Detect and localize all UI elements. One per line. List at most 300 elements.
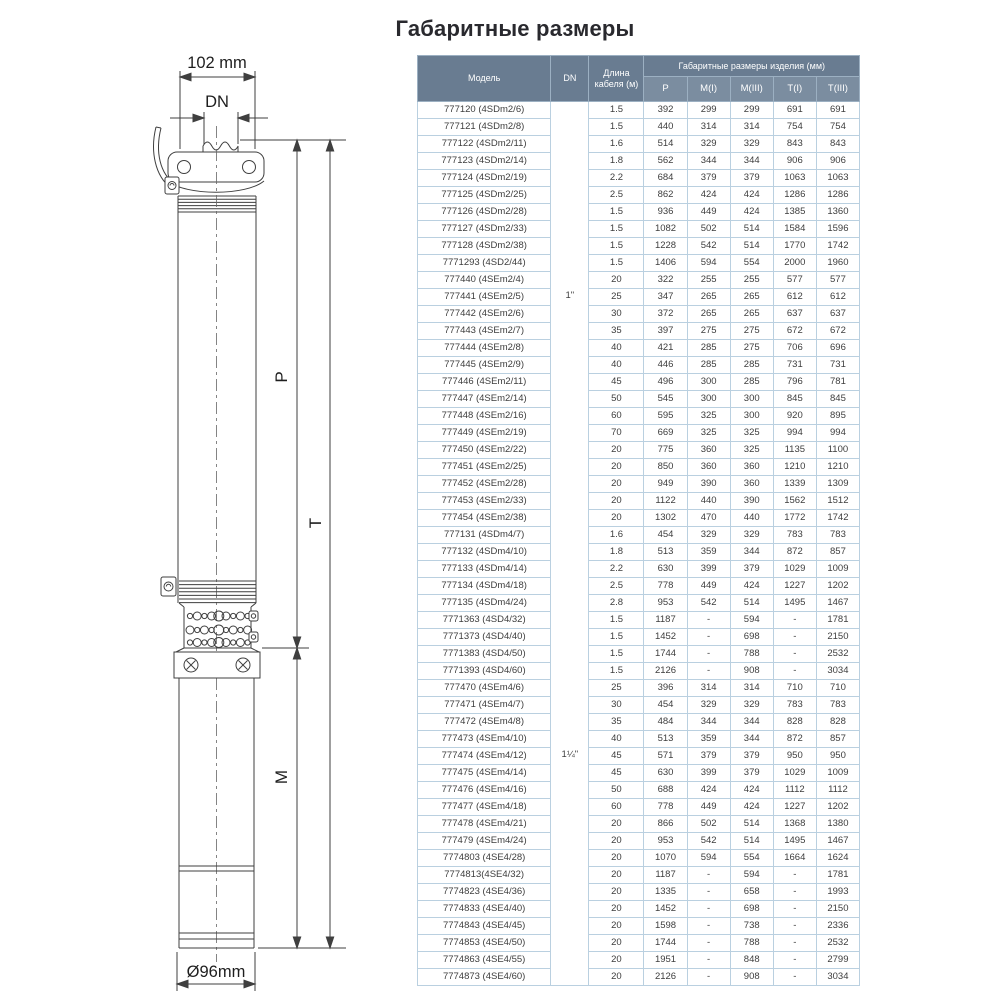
dim-m3-cell: 314 bbox=[730, 680, 773, 697]
dim-p-cell: 630 bbox=[644, 561, 687, 578]
dim-m3-cell: 658 bbox=[730, 884, 773, 901]
dim-m3-cell: 848 bbox=[730, 952, 773, 969]
dim-m3-cell: 440 bbox=[730, 510, 773, 527]
dim-m3-cell: 514 bbox=[730, 595, 773, 612]
dim-m1-cell: 314 bbox=[687, 119, 730, 136]
dim-p-cell: 1335 bbox=[644, 884, 687, 901]
dim-p-cell: 866 bbox=[644, 816, 687, 833]
dim-m3-cell: 390 bbox=[730, 493, 773, 510]
model-cell: 777125 (4SDm2/25) bbox=[418, 187, 551, 204]
model-cell: 777454 (4SEm2/38) bbox=[418, 510, 551, 527]
dim-m3-cell: 344 bbox=[730, 714, 773, 731]
table-row bbox=[418, 323, 860, 340]
dim-p-cell: 953 bbox=[644, 833, 687, 850]
dim-p-cell: 562 bbox=[644, 153, 687, 170]
dim-t1-cell: 994 bbox=[773, 425, 816, 442]
table-row bbox=[418, 119, 860, 136]
dim-m1-cell: - bbox=[687, 935, 730, 952]
dim-m1-cell: 329 bbox=[687, 527, 730, 544]
dim-t3-cell: 710 bbox=[816, 680, 859, 697]
cable-length-cell: 20 bbox=[589, 935, 644, 952]
cable-length-cell: 20 bbox=[589, 476, 644, 493]
cable-length-cell: 1.5 bbox=[589, 102, 644, 119]
table-row bbox=[418, 833, 860, 850]
pump-dimension-drawing bbox=[0, 0, 420, 1000]
header-col-t3: T(III) bbox=[816, 77, 859, 102]
dim-t1-cell: 950 bbox=[773, 748, 816, 765]
dim-m3-cell: 908 bbox=[730, 969, 773, 986]
cable-length-cell: 35 bbox=[589, 714, 644, 731]
table-row bbox=[418, 306, 860, 323]
dim-t1-cell: 906 bbox=[773, 153, 816, 170]
cable-length-cell: 35 bbox=[589, 323, 644, 340]
dim-t3-cell: 2150 bbox=[816, 629, 859, 646]
model-cell: 777445 (4SEm2/9) bbox=[418, 357, 551, 374]
model-cell: 777478 (4SEm4/21) bbox=[418, 816, 551, 833]
table-row bbox=[418, 663, 860, 680]
dim-m1-cell: 325 bbox=[687, 425, 730, 442]
model-cell: 777441 (4SEm2/5) bbox=[418, 289, 551, 306]
table-row bbox=[418, 459, 860, 476]
table-row bbox=[418, 187, 860, 204]
model-cell: 777470 (4SEm4/6) bbox=[418, 680, 551, 697]
cable-length-cell: 25 bbox=[589, 680, 644, 697]
dim-t3-cell: 895 bbox=[816, 408, 859, 425]
dim-m3-cell: 788 bbox=[730, 935, 773, 952]
table-row bbox=[418, 595, 860, 612]
dim-m1-cell: - bbox=[687, 646, 730, 663]
dim-m1-cell: - bbox=[687, 629, 730, 646]
dim-m3-cell: 275 bbox=[730, 323, 773, 340]
table-row bbox=[418, 867, 860, 884]
dim-p-cell: 440 bbox=[644, 119, 687, 136]
cable-length-cell: 40 bbox=[589, 340, 644, 357]
dim-t3-cell: 1467 bbox=[816, 833, 859, 850]
dim-t1-cell: 1770 bbox=[773, 238, 816, 255]
model-cell: 777134 (4SDm4/18) bbox=[418, 578, 551, 595]
dim-t1-cell: 731 bbox=[773, 357, 816, 374]
table-row bbox=[418, 612, 860, 629]
cable-length-cell: 1.5 bbox=[589, 204, 644, 221]
dim-p-cell: 2126 bbox=[644, 969, 687, 986]
dim-m1-cell: 502 bbox=[687, 221, 730, 238]
dim-t1-cell: 843 bbox=[773, 136, 816, 153]
table-row bbox=[418, 629, 860, 646]
dim-m3-cell: 514 bbox=[730, 238, 773, 255]
table-row bbox=[418, 901, 860, 918]
cable-length-cell: 20 bbox=[589, 442, 644, 459]
model-cell: 777124 (4SDm2/19) bbox=[418, 170, 551, 187]
cable-length-cell: 2.2 bbox=[589, 561, 644, 578]
dim-m1-cell: 325 bbox=[687, 408, 730, 425]
dim-t3-cell: 843 bbox=[816, 136, 859, 153]
dim-t1-cell: 1029 bbox=[773, 561, 816, 578]
table-row bbox=[418, 476, 860, 493]
dim-p-cell: 514 bbox=[644, 136, 687, 153]
model-cell: 777440 (4SEm2/4) bbox=[418, 272, 551, 289]
table-row bbox=[418, 935, 860, 952]
dim-t3-cell: 1624 bbox=[816, 850, 859, 867]
dim-t1-cell: 783 bbox=[773, 697, 816, 714]
model-cell: 7771363 (4SD4/32) bbox=[418, 612, 551, 629]
dim-t1-cell: 872 bbox=[773, 731, 816, 748]
dim-p-cell: 1187 bbox=[644, 612, 687, 629]
dim-m1-cell: 275 bbox=[687, 323, 730, 340]
dim-p-cell: 454 bbox=[644, 697, 687, 714]
dim-p-cell: 1744 bbox=[644, 935, 687, 952]
dim-m1-cell: 329 bbox=[687, 136, 730, 153]
dim-m1-cell: 399 bbox=[687, 765, 730, 782]
page-title: Габаритные размеры bbox=[395, 16, 635, 41]
dim-t1-cell: 1772 bbox=[773, 510, 816, 527]
header-dn: DN bbox=[551, 56, 589, 102]
table-row bbox=[418, 102, 860, 119]
dim-p-cell: 397 bbox=[644, 323, 687, 340]
dim-m3-cell: 285 bbox=[730, 374, 773, 391]
dn-value-1inch: 1" bbox=[565, 290, 575, 301]
table-row bbox=[418, 255, 860, 272]
dim-m3-cell: 379 bbox=[730, 748, 773, 765]
dim-t3-cell: 781 bbox=[816, 374, 859, 391]
model-cell: 777471 (4SEm4/7) bbox=[418, 697, 551, 714]
cable-length-cell: 20 bbox=[589, 952, 644, 969]
table-row bbox=[418, 748, 860, 765]
dim-t1-cell: 1664 bbox=[773, 850, 816, 867]
model-cell: 7771383 (4SD4/50) bbox=[418, 646, 551, 663]
dim-t1-cell: 828 bbox=[773, 714, 816, 731]
dim-m1-cell: 542 bbox=[687, 833, 730, 850]
dim-p-cell: 1406 bbox=[644, 255, 687, 272]
dim-t1-cell: 577 bbox=[773, 272, 816, 289]
dim-t1-cell: - bbox=[773, 918, 816, 935]
dim-m3-cell: 554 bbox=[730, 255, 773, 272]
dimension-m-label: M bbox=[272, 769, 291, 785]
dim-m3-cell: 424 bbox=[730, 187, 773, 204]
dim-p-cell: 347 bbox=[644, 289, 687, 306]
model-cell: 777473 (4SEm4/10) bbox=[418, 731, 551, 748]
dim-t3-cell: 1993 bbox=[816, 884, 859, 901]
table-row bbox=[418, 680, 860, 697]
dim-m1-cell: 329 bbox=[687, 697, 730, 714]
dim-t1-cell: - bbox=[773, 952, 816, 969]
dim-t1-cell: 672 bbox=[773, 323, 816, 340]
dim-t1-cell: - bbox=[773, 901, 816, 918]
table-row bbox=[418, 238, 860, 255]
dim-t3-cell: 1309 bbox=[816, 476, 859, 493]
dim-t3-cell: 577 bbox=[816, 272, 859, 289]
dim-t1-cell: - bbox=[773, 935, 816, 952]
dim-t3-cell: 1202 bbox=[816, 578, 859, 595]
dim-t1-cell: 691 bbox=[773, 102, 816, 119]
dim-p-cell: 322 bbox=[644, 272, 687, 289]
table-row bbox=[418, 221, 860, 238]
dim-p-cell: 2126 bbox=[644, 663, 687, 680]
table-row bbox=[418, 527, 860, 544]
dn-value-1quarter-inch: 1¼" bbox=[561, 749, 579, 760]
dim-m3-cell: 344 bbox=[730, 153, 773, 170]
dim-t1-cell: 920 bbox=[773, 408, 816, 425]
model-cell: 777451 (4SEm2/25) bbox=[418, 459, 551, 476]
dim-m1-cell: 359 bbox=[687, 544, 730, 561]
cable-length-cell: 2.2 bbox=[589, 170, 644, 187]
dim-p-cell: 595 bbox=[644, 408, 687, 425]
dim-m3-cell: 329 bbox=[730, 697, 773, 714]
model-cell: 7771373 (4SD4/40) bbox=[418, 629, 551, 646]
dim-m3-cell: 300 bbox=[730, 408, 773, 425]
model-cell: 7774823 (4SE4/36) bbox=[418, 884, 551, 901]
dimensions-table-wrapper bbox=[417, 55, 860, 986]
table-row bbox=[418, 153, 860, 170]
cable-length-cell: 45 bbox=[589, 748, 644, 765]
dim-p-cell: 1452 bbox=[644, 901, 687, 918]
cable-length-cell: 1.5 bbox=[589, 629, 644, 646]
dim-m3-cell: 594 bbox=[730, 612, 773, 629]
dim-t3-cell: 2150 bbox=[816, 901, 859, 918]
model-cell: 777128 (4SDm2/38) bbox=[418, 238, 551, 255]
dim-t1-cell: - bbox=[773, 629, 816, 646]
dim-m1-cell: 542 bbox=[687, 595, 730, 612]
model-cell: 777133 (4SDm4/14) bbox=[418, 561, 551, 578]
dim-p-cell: 1302 bbox=[644, 510, 687, 527]
dim-t3-cell: 3034 bbox=[816, 663, 859, 680]
dimension-p-label: P bbox=[272, 371, 291, 383]
table-row bbox=[418, 204, 860, 221]
dim-t3-cell: 612 bbox=[816, 289, 859, 306]
dim-t3-cell: 2532 bbox=[816, 935, 859, 952]
model-cell: 777450 (4SEm2/22) bbox=[418, 442, 551, 459]
dim-m3-cell: 908 bbox=[730, 663, 773, 680]
dim-t3-cell: 845 bbox=[816, 391, 859, 408]
dim-p-cell: 372 bbox=[644, 306, 687, 323]
dim-m3-cell: 514 bbox=[730, 816, 773, 833]
model-cell: 777453 (4SEm2/33) bbox=[418, 493, 551, 510]
dim-p-cell: 446 bbox=[644, 357, 687, 374]
dim-m3-cell: 514 bbox=[730, 221, 773, 238]
dim-m1-cell: 299 bbox=[687, 102, 730, 119]
cable-length-cell: 70 bbox=[589, 425, 644, 442]
dim-t1-cell: 1210 bbox=[773, 459, 816, 476]
table-row bbox=[418, 170, 860, 187]
dim-t1-cell: 1029 bbox=[773, 765, 816, 782]
dim-m1-cell: 314 bbox=[687, 680, 730, 697]
dim-m1-cell: 502 bbox=[687, 816, 730, 833]
model-cell: 777452 (4SEm2/28) bbox=[418, 476, 551, 493]
cable-length-cell: 1.5 bbox=[589, 221, 644, 238]
model-cell: 777479 (4SEm4/24) bbox=[418, 833, 551, 850]
dim-t1-cell: 783 bbox=[773, 527, 816, 544]
cable-length-cell: 2.8 bbox=[589, 595, 644, 612]
cable-length-cell: 40 bbox=[589, 357, 644, 374]
table-row bbox=[418, 357, 860, 374]
cable-length-cell: 60 bbox=[589, 799, 644, 816]
dim-m3-cell: 514 bbox=[730, 833, 773, 850]
dim-t1-cell: 1286 bbox=[773, 187, 816, 204]
model-cell: 7771393 (4SD4/60) bbox=[418, 663, 551, 680]
cable-length-cell: 20 bbox=[589, 833, 644, 850]
model-cell: 777447 (4SEm2/14) bbox=[418, 391, 551, 408]
dim-p-cell: 630 bbox=[644, 765, 687, 782]
cable-length-cell: 1.6 bbox=[589, 527, 644, 544]
dim-p-cell: 1744 bbox=[644, 646, 687, 663]
dim-p-cell: 396 bbox=[644, 680, 687, 697]
dim-p-cell: 421 bbox=[644, 340, 687, 357]
cable-length-cell: 1.5 bbox=[589, 612, 644, 629]
dim-t1-cell: 1562 bbox=[773, 493, 816, 510]
cable-length-cell: 1.5 bbox=[589, 255, 644, 272]
dim-m1-cell: 424 bbox=[687, 782, 730, 799]
table-row bbox=[418, 425, 860, 442]
dim-p-cell: 496 bbox=[644, 374, 687, 391]
dim-p-cell: 936 bbox=[644, 204, 687, 221]
cable-length-cell: 50 bbox=[589, 391, 644, 408]
table-row bbox=[418, 374, 860, 391]
dim-p-cell: 1951 bbox=[644, 952, 687, 969]
dim-t3-cell: 731 bbox=[816, 357, 859, 374]
dim-t3-cell: 3034 bbox=[816, 969, 859, 986]
dim-t3-cell: 672 bbox=[816, 323, 859, 340]
cable-length-cell: 60 bbox=[589, 408, 644, 425]
dim-m1-cell: 399 bbox=[687, 561, 730, 578]
header-model: Модель bbox=[418, 56, 551, 102]
cable-length-cell: 25 bbox=[589, 289, 644, 306]
dim-p-cell: 669 bbox=[644, 425, 687, 442]
dim-m3-cell: 424 bbox=[730, 799, 773, 816]
dim-t3-cell: 857 bbox=[816, 544, 859, 561]
table-row bbox=[418, 136, 860, 153]
dim-p-cell: 862 bbox=[644, 187, 687, 204]
cable-length-cell: 20 bbox=[589, 816, 644, 833]
dim-t3-cell: 783 bbox=[816, 697, 859, 714]
dim-m3-cell: 285 bbox=[730, 357, 773, 374]
dim-m1-cell: 424 bbox=[687, 187, 730, 204]
dim-t3-cell: 828 bbox=[816, 714, 859, 731]
dim-t3-cell: 2336 bbox=[816, 918, 859, 935]
dim-m1-cell: 285 bbox=[687, 340, 730, 357]
dim-m3-cell: 325 bbox=[730, 442, 773, 459]
dim-m3-cell: 299 bbox=[730, 102, 773, 119]
cable-length-cell: 20 bbox=[589, 867, 644, 884]
dim-t1-cell: 1385 bbox=[773, 204, 816, 221]
cable-length-cell: 20 bbox=[589, 272, 644, 289]
table-row bbox=[418, 884, 860, 901]
model-cell: 777120 (4SDm2/6) bbox=[418, 102, 551, 119]
dim-t3-cell: 994 bbox=[816, 425, 859, 442]
dim-m3-cell: 594 bbox=[730, 867, 773, 884]
cable-length-cell: 20 bbox=[589, 850, 644, 867]
header-dims-group: Габаритные размеры изделия (мм) bbox=[644, 56, 860, 77]
model-cell: 7774843 (4SE4/45) bbox=[418, 918, 551, 935]
table-row bbox=[418, 714, 860, 731]
dim-t3-cell: 754 bbox=[816, 119, 859, 136]
dim-t3-cell: 1742 bbox=[816, 238, 859, 255]
dim-m3-cell: 300 bbox=[730, 391, 773, 408]
dim-t3-cell: 1960 bbox=[816, 255, 859, 272]
dim-p-cell: 484 bbox=[644, 714, 687, 731]
table-row bbox=[418, 969, 860, 986]
dim-m1-cell: - bbox=[687, 884, 730, 901]
header-col-m1: M(I) bbox=[687, 77, 730, 102]
dim-m1-cell: 265 bbox=[687, 306, 730, 323]
dim-t1-cell: - bbox=[773, 612, 816, 629]
table-row bbox=[418, 272, 860, 289]
dim-t1-cell: 1495 bbox=[773, 833, 816, 850]
model-cell: 7774853 (4SE4/50) bbox=[418, 935, 551, 952]
dim-t3-cell: 1202 bbox=[816, 799, 859, 816]
dim-m3-cell: 329 bbox=[730, 527, 773, 544]
table-row bbox=[418, 731, 860, 748]
table-row bbox=[418, 340, 860, 357]
dim-t3-cell: 2799 bbox=[816, 952, 859, 969]
model-cell: 777477 (4SEm4/18) bbox=[418, 799, 551, 816]
dim-m3-cell: 265 bbox=[730, 306, 773, 323]
dim-t3-cell: 1360 bbox=[816, 204, 859, 221]
dim-m3-cell: 314 bbox=[730, 119, 773, 136]
model-cell: 777474 (4SEm4/12) bbox=[418, 748, 551, 765]
dim-t1-cell: 706 bbox=[773, 340, 816, 357]
dim-m1-cell: 265 bbox=[687, 289, 730, 306]
dimensions-table bbox=[417, 55, 860, 986]
dn-column-cell bbox=[551, 102, 589, 986]
dim-m3-cell: 275 bbox=[730, 340, 773, 357]
table-row bbox=[418, 561, 860, 578]
dim-m1-cell: - bbox=[687, 663, 730, 680]
model-cell: 777472 (4SEm4/8) bbox=[418, 714, 551, 731]
model-cell: 7774803 (4SE4/28) bbox=[418, 850, 551, 867]
dim-m3-cell: 360 bbox=[730, 476, 773, 493]
table-row bbox=[418, 799, 860, 816]
model-cell: 7774863 (4SE4/55) bbox=[418, 952, 551, 969]
cable-length-cell: 45 bbox=[589, 765, 644, 782]
table-row bbox=[418, 646, 860, 663]
dim-m3-cell: 265 bbox=[730, 289, 773, 306]
model-cell: 777132 (4SDm4/10) bbox=[418, 544, 551, 561]
dim-p-cell: 1228 bbox=[644, 238, 687, 255]
dim-m1-cell: - bbox=[687, 952, 730, 969]
dim-t3-cell: 1286 bbox=[816, 187, 859, 204]
dim-t3-cell: 1063 bbox=[816, 170, 859, 187]
model-cell: 7771293 (4SD2/44) bbox=[418, 255, 551, 272]
dim-t1-cell: - bbox=[773, 646, 816, 663]
outlet-dn-dimension-label: DN bbox=[205, 93, 229, 111]
dim-m3-cell: 554 bbox=[730, 850, 773, 867]
dim-p-cell: 778 bbox=[644, 799, 687, 816]
dim-m3-cell: 698 bbox=[730, 629, 773, 646]
model-cell: 777126 (4SDm2/28) bbox=[418, 204, 551, 221]
dim-p-cell: 1187 bbox=[644, 867, 687, 884]
dim-m1-cell: 449 bbox=[687, 204, 730, 221]
table-row bbox=[418, 578, 860, 595]
model-cell: 777444 (4SEm2/8) bbox=[418, 340, 551, 357]
dim-t1-cell: 1135 bbox=[773, 442, 816, 459]
table-row bbox=[418, 765, 860, 782]
dim-m3-cell: 424 bbox=[730, 204, 773, 221]
dim-t3-cell: 1781 bbox=[816, 612, 859, 629]
table-row bbox=[418, 850, 860, 867]
table-row bbox=[418, 952, 860, 969]
dim-m1-cell: 449 bbox=[687, 799, 730, 816]
model-cell: 7774833 (4SE4/40) bbox=[418, 901, 551, 918]
model-cell: 777127 (4SDm2/33) bbox=[418, 221, 551, 238]
dim-p-cell: 684 bbox=[644, 170, 687, 187]
cable-length-cell: 2.5 bbox=[589, 187, 644, 204]
cable-length-cell: 40 bbox=[589, 731, 644, 748]
dim-m1-cell: - bbox=[687, 918, 730, 935]
dim-m1-cell: 300 bbox=[687, 391, 730, 408]
dim-t1-cell: 2000 bbox=[773, 255, 816, 272]
dim-m1-cell: 440 bbox=[687, 493, 730, 510]
cable-length-cell: 1.5 bbox=[589, 646, 644, 663]
dim-m1-cell: 594 bbox=[687, 850, 730, 867]
